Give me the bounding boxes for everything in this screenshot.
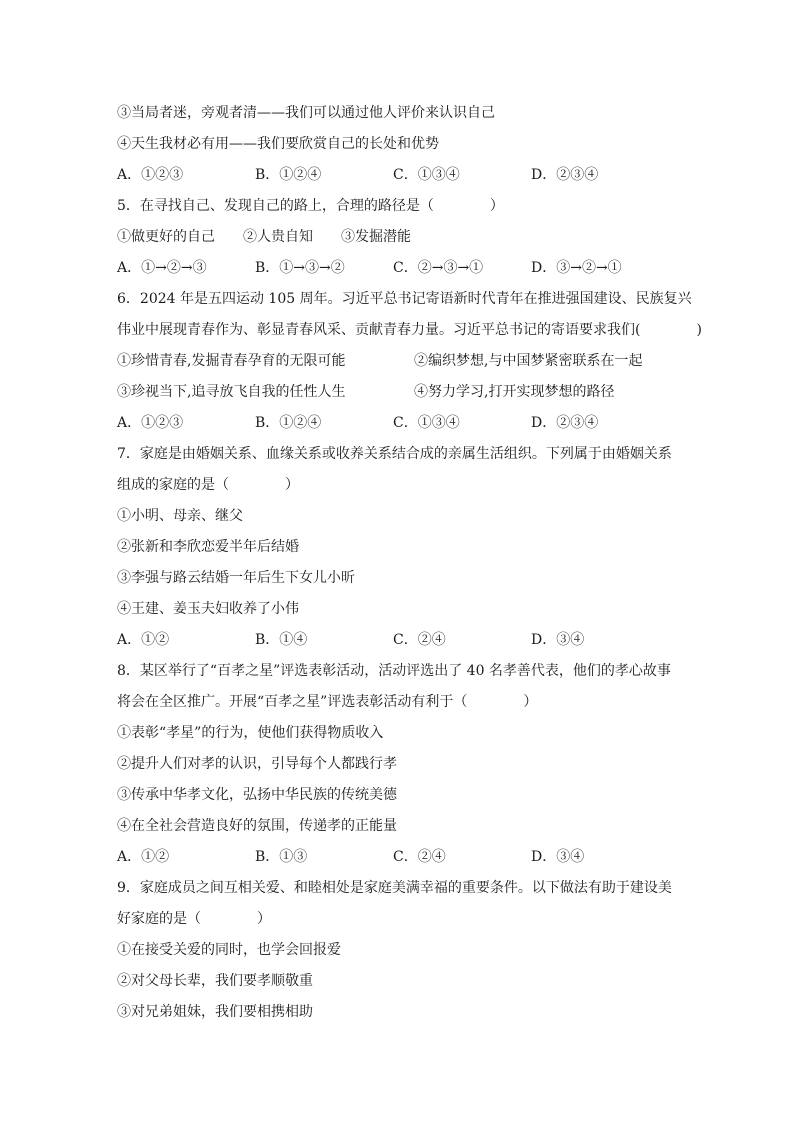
q7-option-d[interactable]: D．③④ xyxy=(531,632,585,648)
question-9 xyxy=(117,873,687,1028)
q5-item-1: ①做更好的自己 xyxy=(117,229,215,245)
q8-stem-line-2: 将会在全区推广。开展“百孝之星”评选表彰活动有利于（ ） xyxy=(117,694,538,710)
q4-option-c[interactable]: C．①③④ xyxy=(393,167,460,183)
question-8 xyxy=(117,656,687,873)
q4-item-3: ③当局者迷，旁观者清——我们可以通过他人评价来认识自己 xyxy=(117,105,495,121)
q8-item-1: ①表彰“孝星”的行为，使他们获得物质收入 xyxy=(117,725,384,741)
q8-options xyxy=(117,842,687,873)
q9-item-3: ③对兄弟姐妹，我们要相携相助 xyxy=(117,1004,313,1020)
q6-option-b[interactable]: B．①②④ xyxy=(255,415,322,431)
q6-item-4: ④努力学习,打开实现梦想的路径 xyxy=(414,384,615,400)
q7-item-1: ①小明、母亲、继父 xyxy=(117,508,243,524)
q7-item-4: ④王建、姜玉夫妇收养了小伟 xyxy=(117,601,299,617)
q7-options xyxy=(117,625,687,656)
q7-option-b[interactable]: B．①④ xyxy=(255,632,308,648)
q8-option-c[interactable]: C．②④ xyxy=(393,849,446,865)
q4-option-b[interactable]: B．①②④ xyxy=(255,167,322,183)
q8-option-b[interactable]: B．①③ xyxy=(255,849,308,865)
q5-option-d[interactable]: D．③→②→① xyxy=(531,260,622,276)
q9-item-1: ①在接受关爱的同时，也学会回报爱 xyxy=(117,942,341,958)
q6-option-d[interactable]: D．②③④ xyxy=(531,415,599,431)
question-4-tail xyxy=(117,98,687,191)
q5-option-b[interactable]: B．①→③→② xyxy=(255,260,345,276)
q7-option-c[interactable]: C．②④ xyxy=(393,632,446,648)
q4-item-4: ④天生我材必有用——我们要欣赏自己的长处和优势 xyxy=(117,136,439,152)
q6-item-2: ②编织梦想,与中国梦紧密联系在一起 xyxy=(414,353,643,369)
q6-stem-line-1: 6．2024 年是五四运动 105 周年。习近平总书记寄语新时代青年在推进强国建设、民族复兴 xyxy=(117,291,692,307)
q5-options xyxy=(117,253,687,284)
q8-item-3: ③传承中华孝文化，弘扬中华民族的传统美德 xyxy=(117,787,397,803)
question-7 xyxy=(117,439,687,656)
q5-item-3: ③发掘潜能 xyxy=(341,229,411,245)
q6-option-c[interactable]: C．①③④ xyxy=(393,415,460,431)
q4-option-a[interactable]: A．①②③ xyxy=(117,167,184,183)
q5-item-2: ②人贵自知 xyxy=(243,229,313,245)
q6-item-3: ③珍视当下,追寻放飞自我的任性人生 xyxy=(117,384,346,400)
q5-items xyxy=(117,222,687,253)
q5-option-c[interactable]: C．②→③→① xyxy=(393,260,484,276)
q8-item-2: ②提升人们对孝的认识，引导每个人都践行孝 xyxy=(117,756,397,772)
q6-option-a[interactable]: A．①②③ xyxy=(117,415,184,431)
exam-page xyxy=(117,98,702,1028)
q9-stem-line-1: 9．家庭成员之间互相关爱、和睦相处是家庭美满幸福的重要条件。以下做法有助于建设美 xyxy=(117,880,672,896)
q6-item-1: ①珍惜青春,发掘青春孕育的无限可能 xyxy=(117,353,346,369)
q5-stem: 5．在寻找自己、发现自己的路上，合理的路径是（ ） xyxy=(117,198,504,214)
q7-option-a[interactable]: A．①② xyxy=(117,632,170,648)
q8-option-a[interactable]: A．①② xyxy=(117,849,170,865)
q8-option-d[interactable]: D．③④ xyxy=(531,849,585,865)
q4-option-d[interactable]: D．②③④ xyxy=(531,167,599,183)
q6-options xyxy=(117,408,687,439)
q9-item-2: ②对父母长辈，我们要孝顺敬重 xyxy=(117,973,313,989)
q5-option-a[interactable]: A．①→②→③ xyxy=(117,260,207,276)
q7-stem-line-2: 组成的家庭的是（ ） xyxy=(117,477,299,493)
q6-stem-line-2: 伟业中展现青春作为、彰显青春风采、贡献青春力量。习近平总书记的寄语要求我们( ) xyxy=(117,322,702,338)
q9-stem-line-2: 好家庭的是（ ） xyxy=(117,911,271,927)
question-6 xyxy=(117,284,702,439)
q6-items-row-2 xyxy=(117,377,687,408)
q8-stem-line-1: 8．某区举行了“百孝之星”评选表彰活动，活动评选出了 40 名孝善代表，他们的孝心故事 xyxy=(117,663,671,679)
q7-stem-line-1: 7．家庭是由婚姻关系、血缘关系或收养关系结合成的亲属生活组织。下列属于由婚姻关系 xyxy=(117,446,672,462)
q7-item-2: ②张新和李欣恋爱半年后结婚 xyxy=(117,539,299,555)
q4-options xyxy=(117,160,687,191)
question-5 xyxy=(117,191,687,284)
q8-item-4: ④在全社会营造良好的氛围，传递孝的正能量 xyxy=(117,818,397,834)
q6-items-row-1 xyxy=(117,346,687,377)
q7-item-3: ③李强与路云结婚一年后生下女儿小昕 xyxy=(117,570,355,586)
